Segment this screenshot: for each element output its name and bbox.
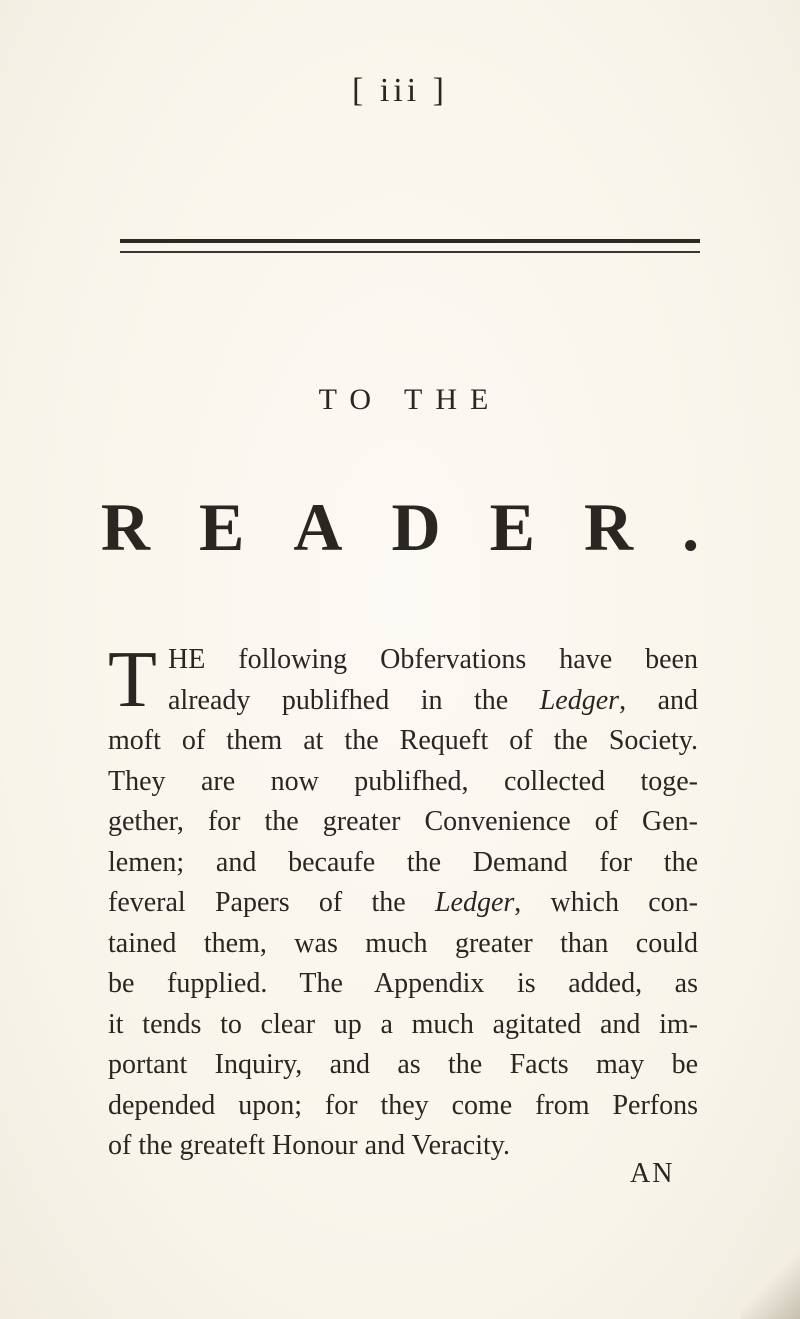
text-line: tained them, was much greater than could <box>108 927 698 959</box>
page-number: [ iii ] <box>352 72 448 109</box>
text-line: it tends to clear up a much agitated and im- <box>108 1008 698 1040</box>
drop-cap: T <box>108 636 157 724</box>
text-line: HE following Obfervations have been <box>168 644 698 675</box>
heading-reader: READER. <box>100 489 749 565</box>
text-line: of the greateft Honour and Veracity. <box>108 1130 510 1161</box>
italic-word: Ledger <box>434 887 515 918</box>
header-rule-thick <box>120 239 700 243</box>
text-line: gether, for the greater Convenience of Gen- <box>108 806 698 837</box>
text-line: moft of them at the Requeft of the Society. <box>108 725 698 756</box>
text-line: already publifhed in the Ledger, and <box>168 684 698 716</box>
text-line: lemen; and becaufe the Demand for the <box>108 846 698 878</box>
text-line: portant Inquiry, and as the Facts may be <box>108 1049 698 1080</box>
catchword: AN <box>630 1158 675 1189</box>
text-line: They are now publifhed, collected toge- <box>108 765 698 797</box>
text-line: be fupplied. The Appendix is added, as <box>108 968 698 999</box>
text-line: depended upon; for they come from Perfons <box>108 1089 698 1121</box>
body-paragraph <box>108 636 698 1167</box>
text-line: feveral Papers of the Ledger, which con- <box>108 887 698 918</box>
italic-word: Ledger <box>539 684 620 716</box>
header-rule-thin <box>120 251 700 253</box>
heading-to-the: TO THE <box>318 383 502 416</box>
page-corner-stain <box>740 1239 800 1319</box>
